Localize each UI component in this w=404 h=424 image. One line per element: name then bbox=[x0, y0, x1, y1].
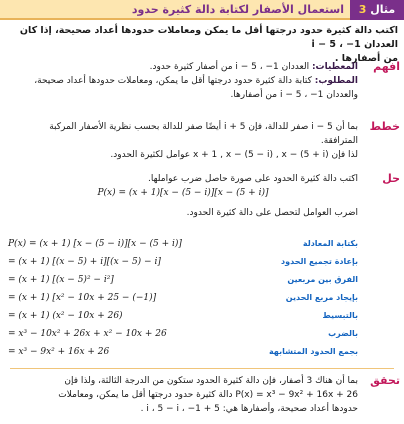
derivation-step bbox=[8, 326, 358, 342]
badge-word: مثال bbox=[370, 3, 396, 16]
check-label: تحقق bbox=[370, 374, 400, 387]
required-text-2: والعددان i − 5 ، −1 من أصفارها. bbox=[230, 90, 358, 100]
check-line-2: P(x) = x³ − 9x² + 16x + 26 دالة كثيرة حدود درجتها أقل ما يمكن، ومعاملات bbox=[58, 390, 358, 400]
step-expression: = (x + 1) [(x − 5) + i][(x − 5) − i] bbox=[8, 257, 161, 267]
step-label: بجمع الحدود المتشابهة bbox=[268, 347, 358, 356]
derivation-step bbox=[8, 272, 358, 288]
step-expression: = (x + 1) [(x − 5)² − i²] bbox=[8, 275, 114, 285]
derivation-step bbox=[8, 344, 358, 360]
step-label: بكتابة المعادلة bbox=[302, 239, 358, 248]
step-label: بإعادة تجميع الحدود bbox=[281, 257, 358, 266]
givens-title: المعطيات: bbox=[311, 62, 358, 72]
solve-content bbox=[8, 172, 358, 220]
step-expression: = x³ − 10x² + 26x + x² − 10x + 26 bbox=[8, 329, 167, 339]
derivation-step bbox=[8, 290, 358, 306]
check-content bbox=[8, 374, 358, 416]
problem-line-2: من أصفارها . bbox=[334, 53, 398, 64]
step-expression: = x³ − 9x² + 16x + 26 bbox=[8, 347, 110, 357]
step-label: بالتبسيط bbox=[322, 311, 358, 320]
step-expression: = (x + 1) (x² − 10x + 26) bbox=[8, 311, 123, 321]
check-line-1: بما أن هناك 3 أصفار، فإن دالة كثيرة الحدود ستكون من الدرجة الثالثة، ولذا فإن bbox=[64, 376, 358, 386]
derivation-step bbox=[8, 236, 358, 252]
plan-content bbox=[8, 120, 358, 162]
solve-label: حل bbox=[382, 172, 400, 185]
section-divider bbox=[10, 368, 394, 369]
plan-line-3: لذا فإن x + 1 , x − (5 − i) , x − (5 + i) عوامل لكثيرة الحدود. bbox=[110, 150, 358, 160]
step-label: بالضرب bbox=[328, 329, 358, 338]
check-line-3: حدودها أعداد صحيحة، وأصفارها هي: 5 + i ، 5 − i ، −1 . bbox=[140, 404, 358, 414]
solve-intro: اكتب دالة كثيرة الحدود على صورة حاصل ضرب عواملها. bbox=[148, 174, 358, 184]
plan-line-1: بما أن i − 5 صفر للدالة، فإن i + 5 أيضًا صفر للدالة بحسب نظرية الأصفار المركبة bbox=[49, 122, 358, 132]
product-form: P(x) = (x + 1)[x − (5 − i)][x − (5 + i)] bbox=[97, 188, 269, 198]
example-title: استعمال الأصفار لكتابة دالة كثيرة حدود bbox=[131, 3, 344, 16]
derivation-step bbox=[8, 308, 358, 324]
plan-line-2: المترافقة. bbox=[320, 136, 358, 146]
example-badge bbox=[350, 0, 404, 20]
required-title: المطلوب: bbox=[314, 76, 358, 86]
understand-content bbox=[8, 60, 358, 102]
step-label: الفرق بين مربعين bbox=[287, 275, 358, 284]
derivation-step bbox=[8, 254, 358, 270]
plan-label: خطط bbox=[369, 120, 400, 133]
example-header bbox=[0, 0, 404, 20]
givens-text: العددان i − 5 ، −1 من أصفار كثيرة حدود. bbox=[149, 62, 310, 72]
problem-line-1: اكتب دالة كثيرة حدود درجتها أقل ما يمكن ومعاملات حدودها أعداد صحيحة، إذا كان العددان i − 5 ، −1 bbox=[19, 25, 398, 50]
step-label: بإيجاد مربع الحدين bbox=[285, 293, 358, 302]
step-expression: = (x + 1) [x² − 10x + 25 − (−1)] bbox=[8, 293, 157, 303]
understand-label: افهم bbox=[373, 60, 400, 73]
step-expression: P(x) = (x + 1) [x − (5 − i)][x − (5 + i)] bbox=[8, 239, 182, 249]
multiply-text: اضرب العوامل لتحصل على دالة كثيرة الحدود. bbox=[186, 208, 358, 218]
required-text-1: كتابة دالة كثيرة حدود درجتها أقل ما يمكن، ومعاملات حدودها أعداد صحيحة، bbox=[34, 76, 312, 86]
derivation-steps bbox=[8, 236, 358, 362]
badge-number: 3 bbox=[358, 3, 367, 16]
